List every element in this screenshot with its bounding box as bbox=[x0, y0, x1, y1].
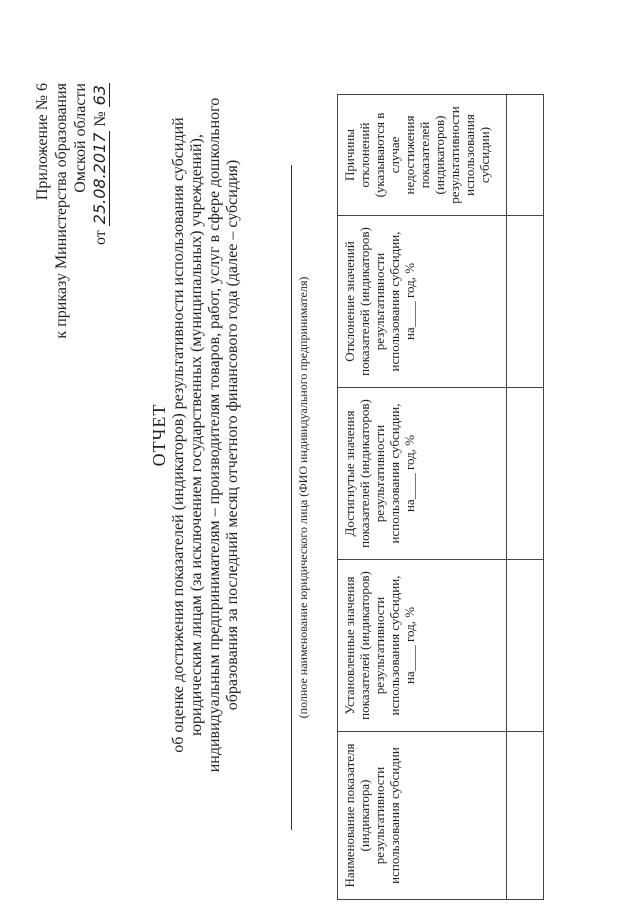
order-date-line bbox=[90, 83, 110, 339]
table-cell bbox=[507, 95, 544, 216]
appendix-header bbox=[33, 83, 110, 339]
header-target-values: Установленные значения показателей (индикаторов) результативности использования субсидии, на____ год, % bbox=[338, 560, 507, 732]
order-number-label: № bbox=[92, 111, 109, 127]
indicators-table bbox=[337, 94, 544, 900]
table-cell bbox=[507, 216, 544, 388]
table-cell bbox=[507, 388, 544, 560]
table-cell bbox=[507, 560, 544, 732]
appendix-region: Омской области bbox=[72, 83, 89, 193]
table-header-row bbox=[338, 95, 507, 900]
table-cell bbox=[507, 732, 544, 900]
order-date: 25.08.2017 bbox=[90, 132, 109, 225]
legal-entity-caption: (полное наименование юридического лица (ФИО индивидуального предпринимателя) bbox=[296, 276, 310, 719]
report-title bbox=[150, 85, 242, 785]
appendix-number: Приложение № 6 bbox=[34, 83, 51, 201]
report-subtitle: об оценке достижения показателей (индикаторов) результативности использования субсидий юридическим лицам (за исключением государственных (муниципальных) учреждений), индивидуальным предпринимателям – производителям товаров, работ, услуг в сфере дошкольного образования за последний месяц отчетного финансового года (далее – субсидия) bbox=[170, 97, 241, 773]
header-deviation-reasons: Причины отклонений (указываются в случае недостижения показателей (индикаторов) результативности использования субсидии) bbox=[338, 95, 507, 216]
header-indicator-name: Наименование показателя (индикатора) результативности использования субсидии bbox=[338, 732, 507, 900]
header-deviation-values: Отклонение значений показателей (индикаторов) результативности использования субсидии, на____ год, % bbox=[338, 216, 507, 388]
report-heading: ОТЧЕТ bbox=[149, 403, 169, 467]
order-from-label: от bbox=[92, 230, 109, 246]
legal-entity-fill-line bbox=[291, 165, 292, 830]
table-row bbox=[507, 95, 544, 900]
appendix-order-ref: к приказу Министерства образования bbox=[53, 83, 70, 339]
order-number: 63 bbox=[90, 85, 109, 106]
header-achieved-values: Достигнутые значения показателей (индикаторов) результативности использования субсидии, на____ год, % bbox=[338, 388, 507, 560]
